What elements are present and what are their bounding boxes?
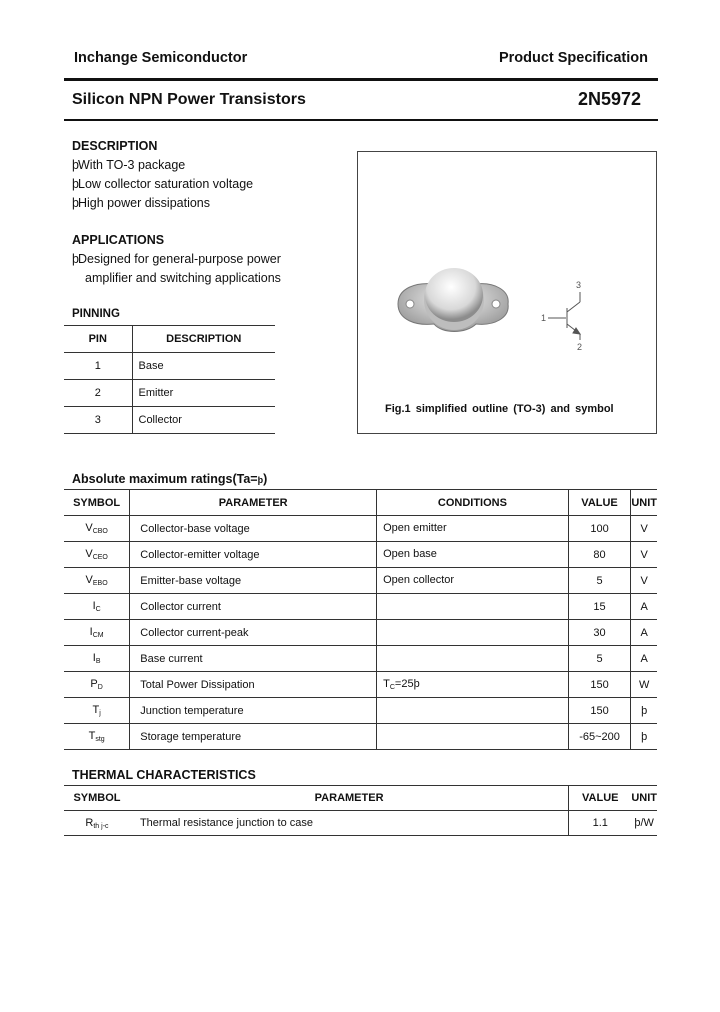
symbol-cell (64, 594, 130, 620)
table-row (64, 811, 657, 836)
table-row (64, 646, 657, 672)
symbol-text: R (85, 816, 94, 829)
table-row (64, 407, 275, 434)
column-header-value: VALUE (569, 786, 632, 811)
description-text: Low collector saturation voltage (78, 177, 254, 191)
table-header-row (64, 786, 657, 811)
conditions-text: Open emitter (383, 522, 447, 534)
parameter-cell: Collector-base voltage (130, 516, 377, 542)
symbol-text: P (90, 678, 98, 690)
symbol-cell (64, 811, 130, 836)
pin-label-2: 2 (577, 342, 583, 352)
conditions-cell (377, 646, 569, 672)
company-name: Inchange Semiconductor (74, 50, 248, 66)
conditions-text: Open collector (383, 574, 455, 586)
parameter-cell: Emitter-base voltage (130, 568, 377, 594)
symbol-subscript: CEO (92, 554, 108, 561)
pin-description: Collector (132, 407, 275, 434)
symbol-subscript: B (95, 658, 101, 665)
part-number: 2N5972 (577, 89, 641, 109)
description-heading: DESCRIPTION (72, 139, 158, 153)
applications-item (72, 252, 281, 266)
symbol-text: T (88, 730, 96, 742)
symbol-cell (64, 646, 130, 672)
symbol-subscript: C (95, 606, 101, 613)
parameter-cell: Base current (130, 646, 377, 672)
table-row (64, 516, 657, 542)
applications-heading: APPLICATIONS (72, 233, 165, 247)
value-cell: 150 (568, 672, 631, 698)
pin-label-3: 3 (576, 280, 582, 290)
conditions-cell (377, 620, 569, 646)
abs-max-heading-text: Absolute maximum ratings(Ta= (72, 472, 258, 486)
symbol-text: V (85, 522, 93, 534)
table-row (64, 698, 657, 724)
parameter-cell: Collector current-peak (130, 620, 377, 646)
parameter-cell: Storage temperature (130, 724, 377, 750)
conditions-cell (377, 542, 569, 568)
symbol-cell (64, 724, 130, 750)
applications-text-line2: amplifier and switching applications (85, 271, 281, 285)
conditions-cell (377, 698, 569, 724)
symbol-subscript: stg (95, 736, 105, 743)
symbol-text: V (85, 574, 93, 586)
description-item (72, 196, 210, 210)
column-header-value: VALUE (568, 490, 631, 516)
abs-max-heading (72, 472, 267, 486)
description-item (72, 158, 185, 172)
abs-max-heading-end: ) (263, 472, 268, 486)
description-text: High power dissipations (78, 196, 211, 210)
pin-description: Base (132, 353, 275, 380)
symbol-text: I (92, 600, 96, 612)
symbol-cell (64, 516, 130, 542)
unit-cell: V (631, 516, 657, 542)
value-cell: 150 (568, 698, 631, 724)
pin-number: 1 (64, 353, 132, 380)
symbol-subscript: CM (92, 632, 104, 639)
symbol-cell (64, 568, 130, 594)
unit-cell: þ/W (631, 811, 657, 836)
value-cell: 1.1 (569, 811, 632, 836)
conditions-subscript: C (389, 684, 395, 691)
symbol-subscript: D (97, 684, 103, 691)
table-row (64, 724, 657, 750)
spec-label: Product Specification (498, 50, 648, 66)
table-row (64, 353, 275, 380)
value-cell: 100 (568, 516, 631, 542)
symbol-subscript: th j-c (93, 822, 109, 830)
column-header-unit: UNIT (631, 490, 657, 516)
symbol-subscript: CBO (92, 528, 108, 535)
thermal-table (64, 785, 657, 836)
table-row (64, 380, 275, 407)
symbol-subscript: EBO (92, 580, 108, 587)
column-header-symbol: SYMBOL (64, 786, 130, 811)
abs-max-heading-mark: þ (257, 475, 264, 485)
conditions-cell (377, 516, 569, 542)
pin-number: 3 (64, 407, 132, 434)
table-header-row (64, 326, 275, 353)
applications-text: Designed for general-purpose power (78, 252, 281, 266)
column-header-symbol: SYMBOL (64, 490, 130, 516)
column-header-parameter: PARAMETER (130, 786, 569, 811)
conditions-text: Open base (383, 548, 437, 560)
pinning-heading: PINNING (72, 308, 120, 320)
table-header-row (64, 490, 657, 516)
figure-caption: Fig.1 simplified outline (TO-3) and symbol (385, 403, 614, 415)
package-outline-drawing (358, 152, 658, 435)
value-cell: 15 (568, 594, 631, 620)
table-row (64, 672, 657, 698)
title-rule (64, 119, 658, 121)
description-item (72, 177, 253, 191)
column-header-parameter: PARAMETER (130, 490, 377, 516)
column-header-unit: UNIT (631, 786, 657, 811)
table-row (64, 542, 657, 568)
parameter-cell: Collector current (130, 594, 377, 620)
pin-number: 2 (64, 380, 132, 407)
document-title: Silicon NPN Power Transistors (72, 91, 306, 108)
unit-cell: A (631, 594, 657, 620)
unit-cell: W (631, 672, 657, 698)
symbol-cell (64, 698, 130, 724)
pin-label-1: 1 (541, 313, 547, 323)
thermal-heading: THERMAL CHARACTERISTICS (72, 768, 256, 782)
bullet-mark: þ (72, 177, 79, 191)
parameter-cell: Thermal resistance junction to case (130, 811, 569, 836)
bullet-mark: þ (72, 252, 79, 266)
symbol-cell (64, 542, 130, 568)
parameter-cell: Total Power Dissipation (130, 672, 377, 698)
description-text: With TO-3 package (78, 158, 186, 172)
parameter-cell: Junction temperature (130, 698, 377, 724)
unit-cell: þ (631, 724, 657, 750)
conditions-cell (377, 724, 569, 750)
header-rule (64, 78, 658, 81)
table-row (64, 620, 657, 646)
unit-cell: A (631, 620, 657, 646)
parameter-cell: Collector-emitter voltage (130, 542, 377, 568)
symbol-subscript: j (99, 710, 101, 717)
unit-cell: V (631, 542, 657, 568)
conditions-cell (377, 568, 569, 594)
pin-description: Emitter (132, 380, 275, 407)
unit-cell: V (631, 568, 657, 594)
conditions-cell (377, 594, 569, 620)
column-header-conditions: CONDITIONS (377, 490, 569, 516)
unit-cell: þ (631, 698, 657, 724)
symbol-cell (64, 672, 130, 698)
conditions-text-end: =25þ (394, 678, 420, 690)
conditions-cell (377, 672, 569, 698)
value-cell: 30 (568, 620, 631, 646)
value-cell: 5 (568, 568, 631, 594)
column-header-description: DESCRIPTION (132, 326, 275, 353)
pinning-table (64, 325, 275, 434)
bullet-mark: þ (72, 196, 79, 210)
absolute-max-table (64, 489, 657, 750)
symbol-text: V (85, 548, 93, 560)
symbol-text: I (89, 626, 93, 638)
value-cell: 5 (568, 646, 631, 672)
value-cell: -65~200 (568, 724, 631, 750)
bullet-mark: þ (72, 158, 79, 172)
figure-box (357, 151, 657, 434)
conditions-text: T (383, 678, 390, 690)
column-header-pin: PIN (64, 326, 132, 353)
unit-cell: A (631, 646, 657, 672)
npn-symbol-icon (548, 292, 580, 340)
symbol-cell (64, 620, 130, 646)
table-row (64, 568, 657, 594)
symbol-text: T (92, 704, 100, 716)
value-cell: 80 (568, 542, 631, 568)
symbol-text: I (92, 652, 96, 664)
table-row (64, 594, 657, 620)
